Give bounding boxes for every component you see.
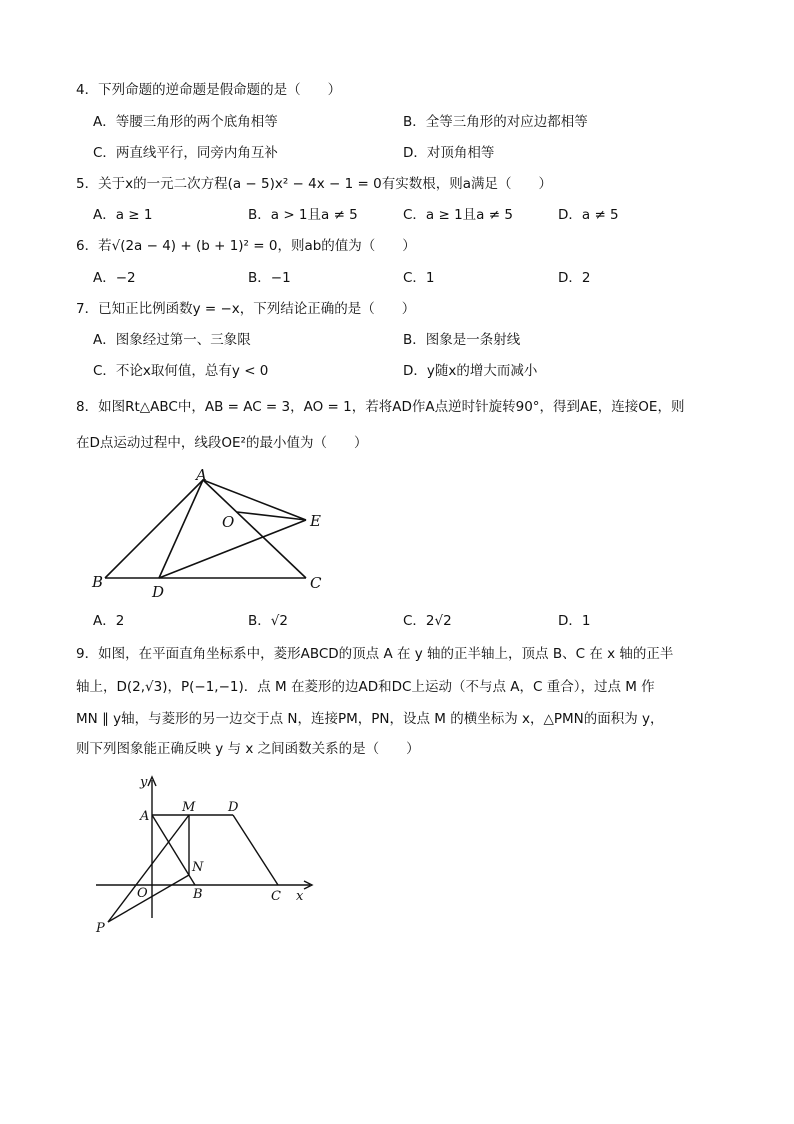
q9-label-m: M — [182, 800, 196, 815]
question-9-stem-line4: 则下列图象能正确反映 y 与 x 之间函数关系的是（ ） — [76, 741, 420, 757]
q8-option-c: C．2√2 — [403, 613, 452, 629]
q9-label-o: O — [137, 886, 148, 901]
question-8-stem-line1: 8．如图Rt△ABC中，AB = AC = 3，AO = 1，若将AD作A点逆时针旋转90°，得到AE，连接OE，则 — [76, 399, 685, 415]
q8-label-a: A — [196, 466, 207, 484]
q4-option-d: D．对顶角相等 — [403, 145, 495, 161]
question-5-stem: 5．关于x的一元二次方程(a − 5)x² − 4x − 1 = 0有实数根，则a满足（ ） — [76, 176, 552, 192]
q5-option-b: B．a > 1且a ≠ 5 — [248, 207, 358, 223]
q9-label-n: N — [192, 860, 204, 875]
q8-option-b: B．√2 — [248, 613, 288, 629]
q7-option-a: A．图象经过第一、三象限 — [93, 332, 251, 348]
q9-label-a: A — [140, 809, 150, 824]
q5-option-d: D．a ≠ 5 — [558, 207, 619, 223]
q8-label-c: C — [310, 574, 322, 592]
q7-option-b: B．图象是一条射线 — [403, 332, 521, 348]
q5-option-c: C．a ≥ 1且a ≠ 5 — [403, 207, 513, 223]
q8-option-a: A．2 — [93, 613, 125, 629]
q8-option-d: D．1 — [558, 613, 591, 629]
q6-option-a: A．−2 — [93, 270, 136, 286]
q4-option-c: C．两直线平行，同旁内角互补 — [93, 145, 278, 161]
q9-label-x: x — [296, 889, 304, 904]
question-9-stem-line3: MN ∥ y轴，与菱形的另一边交于点 N，连接PM，PN，设点 M 的横坐标为 x，△PMN的面积为 y， — [76, 711, 664, 727]
question-9-stem-line1: 9．如图，在平面直角坐标系中，菱形ABCD的顶点 A 在 y 轴的正半轴上，顶点 B、C 在 x 轴的正半 — [76, 646, 674, 662]
q8-label-d: D — [152, 583, 165, 601]
question-8-stem-line2: 在D点运动过程中，线段OE²的最小值为（ ） — [76, 435, 368, 451]
q7-option-d: D．y随x的增大而减小 — [403, 363, 538, 379]
q9-label-p: P — [96, 921, 105, 936]
q8-label-b: B — [92, 573, 104, 591]
q9-label-d: D — [228, 800, 239, 815]
q9-label-b: B — [193, 887, 203, 902]
q9-label-y: y — [140, 775, 148, 790]
question-7-stem: 7．已知正比例函数y = −x，下列结论正确的是（ ） — [76, 301, 416, 317]
q7-option-c: C．不论x取何值，总有y < 0 — [93, 363, 269, 379]
question-4-stem: 4．下列命题的逆命题是假命题的是（ ） — [76, 82, 342, 98]
q9-label-c: C — [271, 889, 281, 904]
question-9-stem-line2: 轴上，D(2,√3)，P(−1,−1)．点 M 在菱形的边AD和DC上运动（不与点 A，C 重合），过点 M 作 — [76, 679, 655, 695]
q4-option-a: A．等腰三角形的两个底角相等 — [93, 114, 278, 130]
q5-option-a: A．a ≥ 1 — [93, 207, 153, 223]
q6-option-c: C．1 — [403, 270, 435, 286]
q6-option-b: B．−1 — [248, 270, 291, 286]
q4-option-b: B．全等三角形的对应边都相等 — [403, 114, 588, 130]
question-6-stem: 6．若√(2a − 4) + (b + 1)² = 0，则ab的值为（ ） — [76, 238, 416, 254]
q8-label-o: O — [222, 513, 235, 531]
q8-label-e: E — [310, 512, 321, 530]
q6-option-d: D．2 — [558, 270, 591, 286]
